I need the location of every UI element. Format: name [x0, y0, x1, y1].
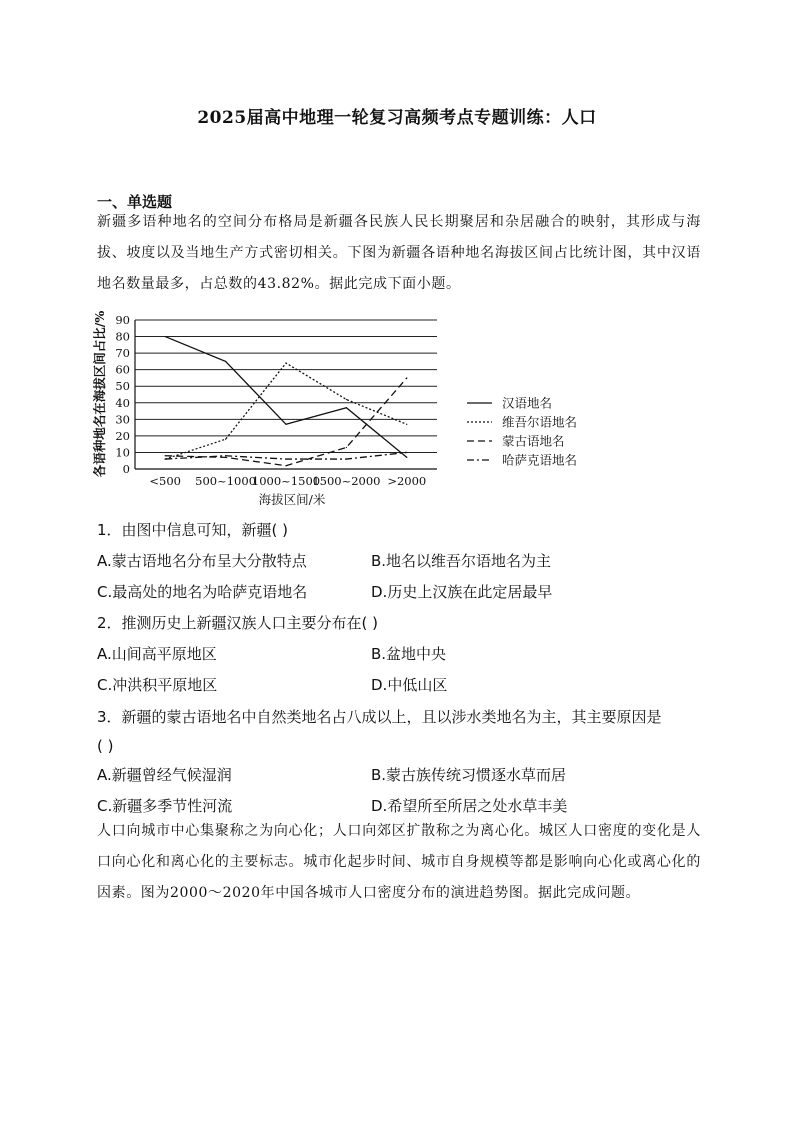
x-tick-1: 500~1000: [195, 474, 257, 488]
series-1-point-3: [346, 399, 347, 400]
series-line-1: [165, 363, 407, 459]
y-tick-50: 50: [115, 379, 130, 394]
series-2-point-2: [285, 465, 286, 466]
series-line-3: [165, 452, 407, 459]
chart-series: [165, 336, 408, 466]
q3-option-b[interactable]: B.蒙古族传统习惯逐水草而居: [371, 766, 567, 784]
x-tick-4: >2000: [387, 474, 427, 488]
passage-urban-density: 人口向城市中心集聚称之为向心化；人口向郊区扩散称之为离心化。城区人口密度的变化是人口向心化和离心化的主要标志。城市化起步时间、城市自身规模等都是影响向心化或离心化的因素。图为2000～2020年中国各城市人口密度分布的演进趋势图。据此完成问题。: [97, 823, 701, 901]
legend-label-3: 哈萨克语地名: [502, 452, 578, 468]
series-3-point-4: [406, 452, 407, 453]
q3-option-d[interactable]: D.希望所至所居之处水草丰美: [371, 797, 568, 815]
question-1-stem: 1．由图中信息可知，新疆( ): [97, 521, 289, 539]
passage-intro: 新疆多语种地名的空间分布格局是新疆各民族人民长期聚居和杂居融合的映射，其形成与海拔、坡度以及当地生产方式密切相关。下图为新疆各语种地名海拔区间占比统计图，其中汉语地名数量最多，占总数的43.82%。据此完成下面小题。: [97, 214, 701, 292]
y-tick-20: 20: [115, 428, 130, 443]
question-3-stem-cont: ( ): [97, 737, 114, 755]
legend-label-2: 蒙古语地名: [502, 433, 565, 449]
series-3-point-0: [165, 458, 166, 459]
series-1-point-4: [406, 424, 407, 425]
y-tick-labels: [115, 313, 130, 476]
question-3-stem: 3．新疆的蒙古语地名中自然类地名占八成以上，且以涉水类地名为主，其主要原因是: [97, 708, 662, 726]
y-axis-label: 各语种地名在海拔区间占比/%: [92, 310, 107, 478]
series-1-point-1: [225, 439, 226, 440]
q2-option-c[interactable]: C.冲洪积平原地区: [97, 676, 218, 694]
series-0-point-4: [406, 457, 407, 458]
q1-option-c[interactable]: C.最高处的地名为哈萨克语地名: [97, 583, 308, 601]
y-tick-90: 90: [115, 313, 130, 327]
q2-option-d[interactable]: D.中低山区: [371, 676, 448, 694]
series-2-point-1: [225, 457, 226, 458]
y-tick-30: 30: [115, 412, 130, 427]
x-tick-0: <500: [149, 474, 181, 488]
y-tick-80: 80: [115, 329, 130, 344]
y-tick-60: 60: [115, 362, 130, 377]
y-tick-70: 70: [115, 346, 130, 361]
q1-option-d[interactable]: D.历史上汉族在此定居最早: [371, 583, 553, 601]
series-2-point-0: [165, 455, 166, 456]
chart-legend: [467, 396, 577, 468]
y-tick-10: 10: [115, 445, 130, 460]
question-2-stem: 2．推测历史上新疆汉族人口主要分布在( ): [97, 614, 379, 632]
x-axis-label: 海拔区间/米: [258, 492, 326, 507]
series-3-point-2: [285, 458, 286, 459]
q3-option-c[interactable]: C.新疆多季节性河流: [97, 797, 233, 815]
legend-label-1: 维吾尔语地名: [502, 414, 578, 430]
y-tick-0: 0: [122, 462, 130, 476]
x-tick-3: 1500~2000: [312, 474, 381, 488]
series-3-point-1: [225, 455, 226, 456]
elevation-line-chart: [88, 306, 628, 514]
section-heading: 一、单选题: [97, 193, 173, 211]
y-tick-40: 40: [115, 395, 130, 410]
q2-option-a[interactable]: A.山间高平原地区: [97, 645, 217, 663]
series-0-point-1: [225, 361, 226, 362]
legend-label-0: 汉语地名: [502, 395, 553, 411]
x-tick-2: 1000~1500: [251, 474, 321, 488]
series-1-point-2: [285, 362, 286, 363]
series-line-0: [165, 337, 407, 458]
page-title: 2025届高中地理一轮复习高频考点专题训练：人口: [197, 108, 597, 128]
series-0-point-3: [346, 407, 347, 408]
q3-option-a[interactable]: A.新疆曾经气候湿润: [97, 766, 232, 784]
x-tick-labels: [149, 474, 426, 488]
series-0-point-0: [165, 336, 166, 337]
q2-option-b[interactable]: B.盆地中央: [371, 645, 447, 663]
series-0-point-2: [285, 424, 286, 425]
series-2-point-4: [406, 377, 407, 378]
q1-option-a[interactable]: A.蒙古语地名分布呈大分散特点: [97, 552, 307, 570]
series-3-point-3: [346, 458, 347, 459]
series-2-point-3: [346, 447, 347, 448]
q1-option-b[interactable]: B.地名以维吾尔语地名为主: [371, 552, 552, 570]
